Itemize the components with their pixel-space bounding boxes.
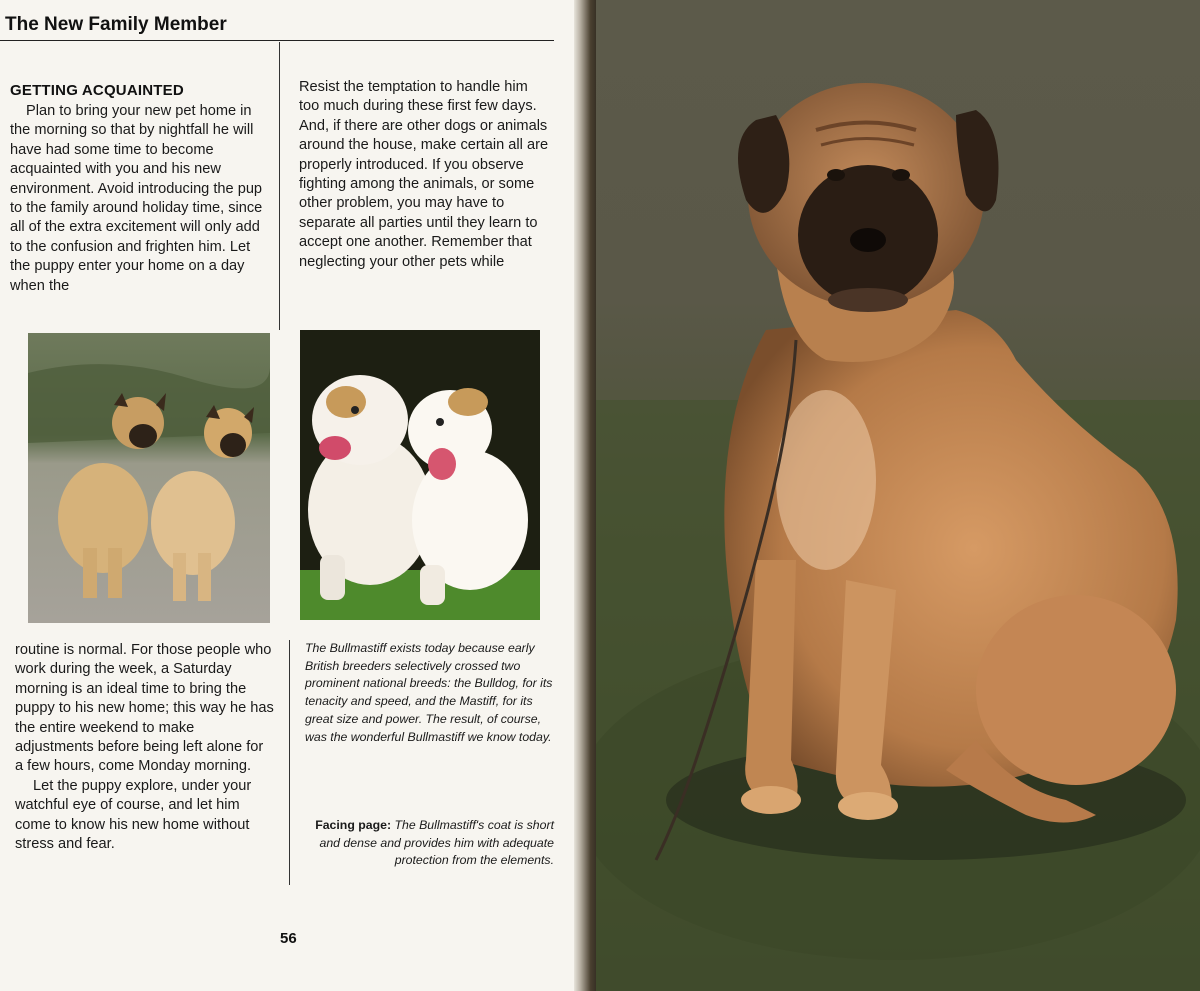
body-text-column-3 — [15, 641, 275, 854]
left-page — [0, 0, 580, 991]
photo-facing-bullmastiff — [596, 0, 1200, 991]
header-rule — [0, 40, 554, 41]
column-divider-top — [279, 42, 280, 330]
caption-facing-text: The Bullmastiff's coat is short and dense and provides him with adequate protection from the elements. — [319, 818, 554, 868]
page-number: 56 — [280, 930, 297, 947]
body-text-column-3-para-1: routine is normal. For those people who work during the week, a Saturday morning is an ideal time to bring the puppy to his new home; this way he has the entire weekend to make adjustments before being left alone for a few hours, come Monday morning. — [15, 642, 274, 775]
caption-facing-page — [306, 817, 554, 870]
caption-facing-label: Facing page: — [315, 818, 392, 832]
column-divider-bottom — [289, 640, 290, 885]
body-text-column-3-para-2: Let the puppy explore, under your watchful eye of course, and let him come to know his new home without stress and fear. — [15, 777, 252, 853]
caption-bullmastiff-history: The Bullmastiff exists today because early British breeders selectively crossed two prominent national breeds: the Bulldog, for its tenacity and speed, and the Mastiff, for its great size and power. The result, of course, was the wonderful Bullmastiff we know today. — [305, 641, 553, 744]
running-head: The New Family Member — [5, 14, 227, 35]
photo-two-bulldogs — [300, 330, 540, 620]
body-text-column-2: Resist the temptation to handle him too much during these first few days. And, if there are other dogs or animals around the house, make certain all are properly introduced. If you observe fighting among the animals, or some other problem, you may have to separate all parties until they learn to accept one another. Remember that neglecting your other pets while — [299, 79, 549, 270]
section-heading: GETTING ACQUAINTED — [10, 82, 184, 99]
photo-two-bullmastiffs — [28, 333, 270, 623]
body-text-column-1 — [10, 102, 272, 296]
body-text-column-1-content: Plan to bring your new pet home in the morning so that by nightfall he will have had some time to become acquainted with you and his new environment. Avoid introducing the pup to the family around holiday time, since all of the extra excitement will only add to the confusion and frighten him. Let the puppy enter your home on a day when the — [10, 103, 263, 294]
